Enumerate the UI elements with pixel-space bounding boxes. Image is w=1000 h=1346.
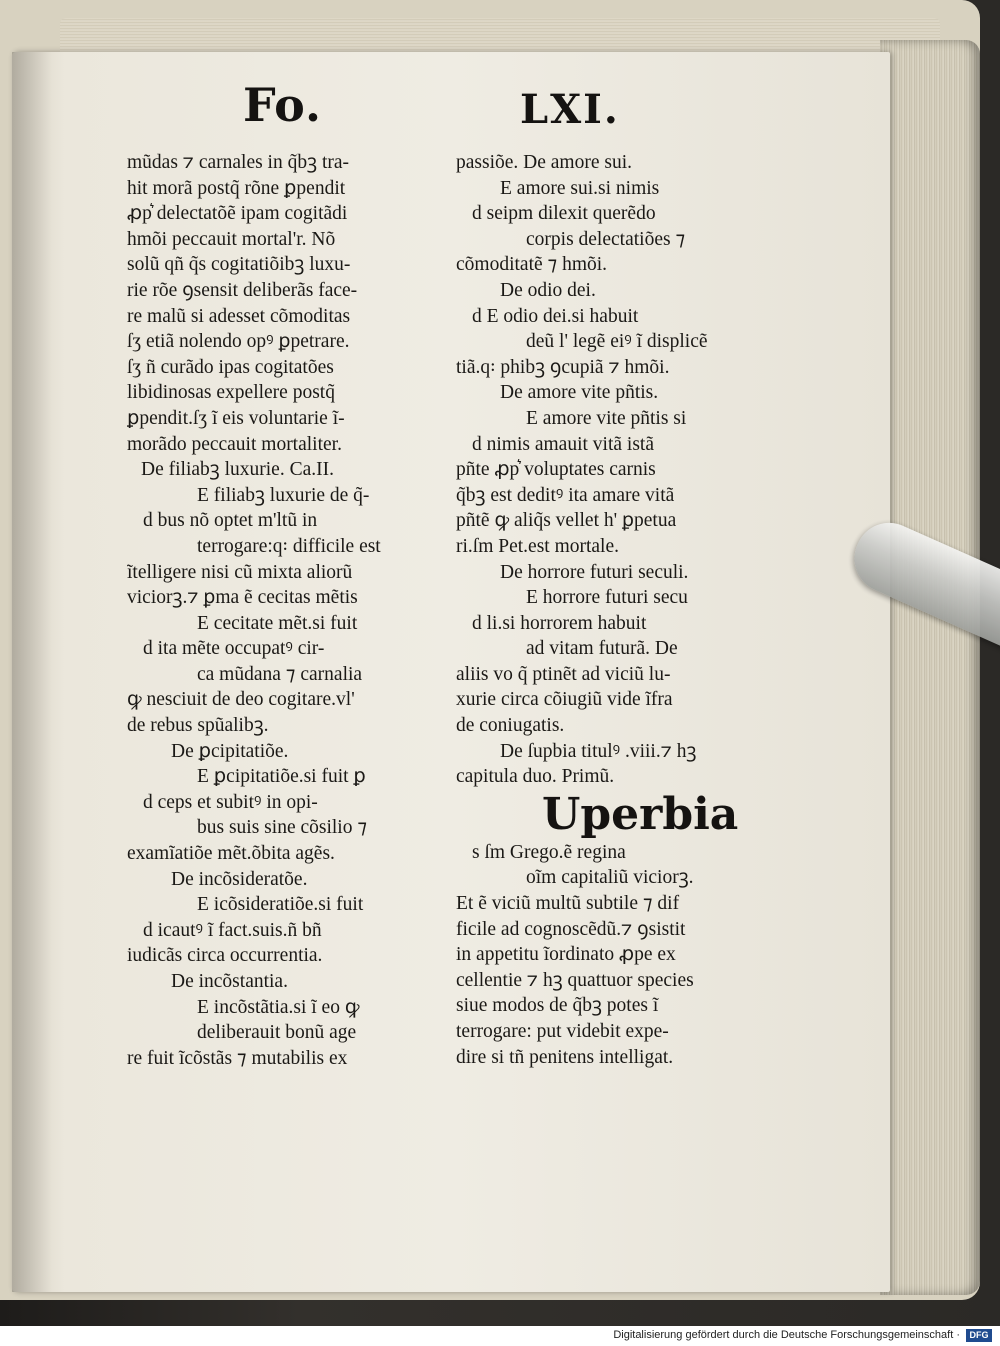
- text-line: ſʒ etiã nolendo opꝰ ꝑpetrare.: [127, 331, 350, 353]
- text-line: examĩatiõe mẽt.õbita agẽs.: [127, 843, 335, 865]
- text-line: E amore sui.si nimis: [500, 177, 660, 199]
- text-line: De horrore futuri seculi.: [500, 561, 689, 583]
- text-line: oĩm capitaliũ viciorꝫ.: [526, 867, 694, 889]
- text-line: ad vitam futurã. De: [526, 638, 678, 660]
- text-line: d ceps et subitꝰ in opi-: [143, 791, 318, 813]
- decorated-initial-word: Uperbia: [542, 788, 739, 840]
- text-line: De ſupbia titulꝰ .viii.⁊ hꝫ: [500, 740, 697, 762]
- text-line: Et ẽ viciũ multũ subtile ⁊ dif: [456, 893, 680, 915]
- text-line: s ſm Grego.ẽ regina: [472, 841, 626, 863]
- text-line: siue modos de q̃bꝫ potes ĩ: [456, 995, 659, 1017]
- text-line: q̃bꝫ est deditꝰ ita amare vitã: [456, 484, 675, 506]
- text-line: De filiabꝫ luxurie. Ca.II.: [141, 459, 334, 481]
- text-line: E ꝑcipitatiõe.si fuit ꝑ: [197, 766, 366, 788]
- folio-label: Fo.: [243, 78, 323, 132]
- text-line: mũdas ⁊ carnales in q̃bꝫ tra-: [127, 152, 350, 173]
- text-line: ſʒ ñ curãdo ipas cogitatões: [127, 356, 334, 378]
- text-line: dire si tñ penitens intelligat.: [456, 1046, 674, 1068]
- text-line: ꝑpendit.ſʒ ĩ eis voluntarie ĩ-: [127, 407, 345, 429]
- text-line: re malũ si adesset cõmoditas: [127, 305, 351, 327]
- text-line: ficile ad cognoscẽdũ.⁊ ꝯsistit: [456, 918, 686, 940]
- text-line: de rebus spũalibꝫ.: [127, 715, 269, 737]
- digitization-credit: Digitalisierung gefördert durch die Deutsche Forschungsgemeinschaft ·: [613, 1329, 960, 1341]
- text-line: solũ qñ q̃s cogitatiõibꝫ luxu-: [127, 254, 351, 276]
- text-line: pñte ꝓp͛ voluptates carnis: [456, 459, 656, 481]
- right-text-column: [456, 150, 751, 1070]
- text-line: aliis vo q̃ ptinẽt ad viciũ lu-: [456, 663, 671, 685]
- text-line: d E odio dei.si habuit: [472, 305, 639, 327]
- text-line: d seipm dilexit querẽdo: [472, 203, 656, 225]
- text-line: ca mũdana ⁊ carnalia: [197, 663, 363, 685]
- text-line: iudicãs circa occurrentia.: [127, 945, 323, 967]
- text-line: xurie circa cõiugiũ vide ĩfra: [456, 689, 673, 711]
- text-line: terrogare:q꞉ difficile est: [197, 535, 381, 557]
- gutter-shadow: [12, 52, 52, 1292]
- text-line: deũ l' legẽ eiꝰ ĩ displicẽ: [526, 331, 708, 353]
- text-line: E filiabꝫ luxurie de q̃-: [197, 484, 370, 506]
- text-line: E cecitate mẽt.si fuit: [197, 612, 358, 634]
- right-column-top: [456, 150, 751, 790]
- left-text-column: [127, 150, 427, 1071]
- dfg-logo: DFG: [966, 1329, 992, 1342]
- text-line: pñtẽ ꝙ aliq̃s vellet h' ꝑpetua: [456, 510, 677, 532]
- text-line: deliberauit bonũ age: [197, 1022, 357, 1044]
- book-fore-edge: [880, 40, 980, 1295]
- text-line: ĩtelligere nisi cũ mixta aliorũ: [127, 561, 353, 583]
- text-line: rie rõe ꝯsensit deliberãs face-: [127, 279, 358, 301]
- text-line: cellentie ⁊ hꝫ quattuor species: [456, 969, 694, 991]
- text-line: d nimis amauit vitã istã: [472, 433, 654, 455]
- text-line: hit morã postq̃ rõne ꝑpendit: [127, 177, 346, 199]
- text-line: viciorꝫ.⁊ ꝑma ẽ cecitas mẽtis: [127, 587, 358, 609]
- text-line: tiã.q꞉ phibꝫ ꝯcupiã ⁊ hmõi.: [456, 356, 670, 378]
- text-line: De odio dei.: [500, 279, 596, 301]
- text-line: bus suis sine cõsilio ⁊: [197, 817, 368, 839]
- text-line: d bus nõ optet m'ltũ in: [143, 510, 318, 532]
- text-line: in appetitu ĩordinato ꝓpe ex: [456, 944, 676, 966]
- text-line: re fuit ĩcõstãs ⁊ mutabilis ex: [127, 1047, 348, 1069]
- text-line: d ita mẽte occupatꝰ cir-: [143, 638, 325, 660]
- text-line: terrogare: put videbit expe-: [456, 1021, 669, 1042]
- text-line: De incõsideratõe.: [171, 868, 308, 890]
- text-line: cõmoditatẽ ⁊ hmõi.: [456, 254, 608, 276]
- text-line: E icõsideratiõe.si fuit: [197, 894, 364, 916]
- text-line: E incõstãtia.si ĩ eo ꝙ: [197, 996, 360, 1018]
- text-line: E horrore futuri secu: [526, 587, 688, 609]
- text-line: passiõe. De amore sui.: [456, 152, 632, 173]
- text-line: corpis delectatiões ⁊: [526, 228, 686, 250]
- text-line: de coniugatis.: [456, 715, 565, 737]
- right-column-bottom: [456, 840, 751, 1070]
- text-line: morãdo peccauit mortaliter.: [127, 433, 342, 455]
- text-line: De amore vite pñtis.: [500, 382, 659, 404]
- text-line: hmõi peccauit mortal'r. Nõ: [127, 228, 336, 250]
- folio-number: LXI.: [520, 86, 620, 133]
- text-line: E amore vite pñtis si: [526, 407, 687, 429]
- text-line: d icautꝰ ĩ fact.suis.ñ bñ: [143, 919, 322, 941]
- text-line: De incõstantia.: [171, 971, 288, 992]
- text-line: capitula duo. Primũ.: [456, 766, 615, 788]
- credit-bar: [0, 1326, 1000, 1346]
- text-line: d li.si horrorem habuit: [472, 612, 647, 634]
- text-line: ꝓp͛ delectatõẽ ipam cogitãdi: [127, 203, 348, 225]
- text-line: ri.ſm Pet.est mortale.: [456, 535, 620, 557]
- text-line: ꝙ nesciuit de deo cogitare.vl': [127, 689, 355, 711]
- text-line: De ꝑcipitatiõe.: [171, 740, 289, 762]
- text-line: libidinosas expellere postq̃: [127, 382, 335, 404]
